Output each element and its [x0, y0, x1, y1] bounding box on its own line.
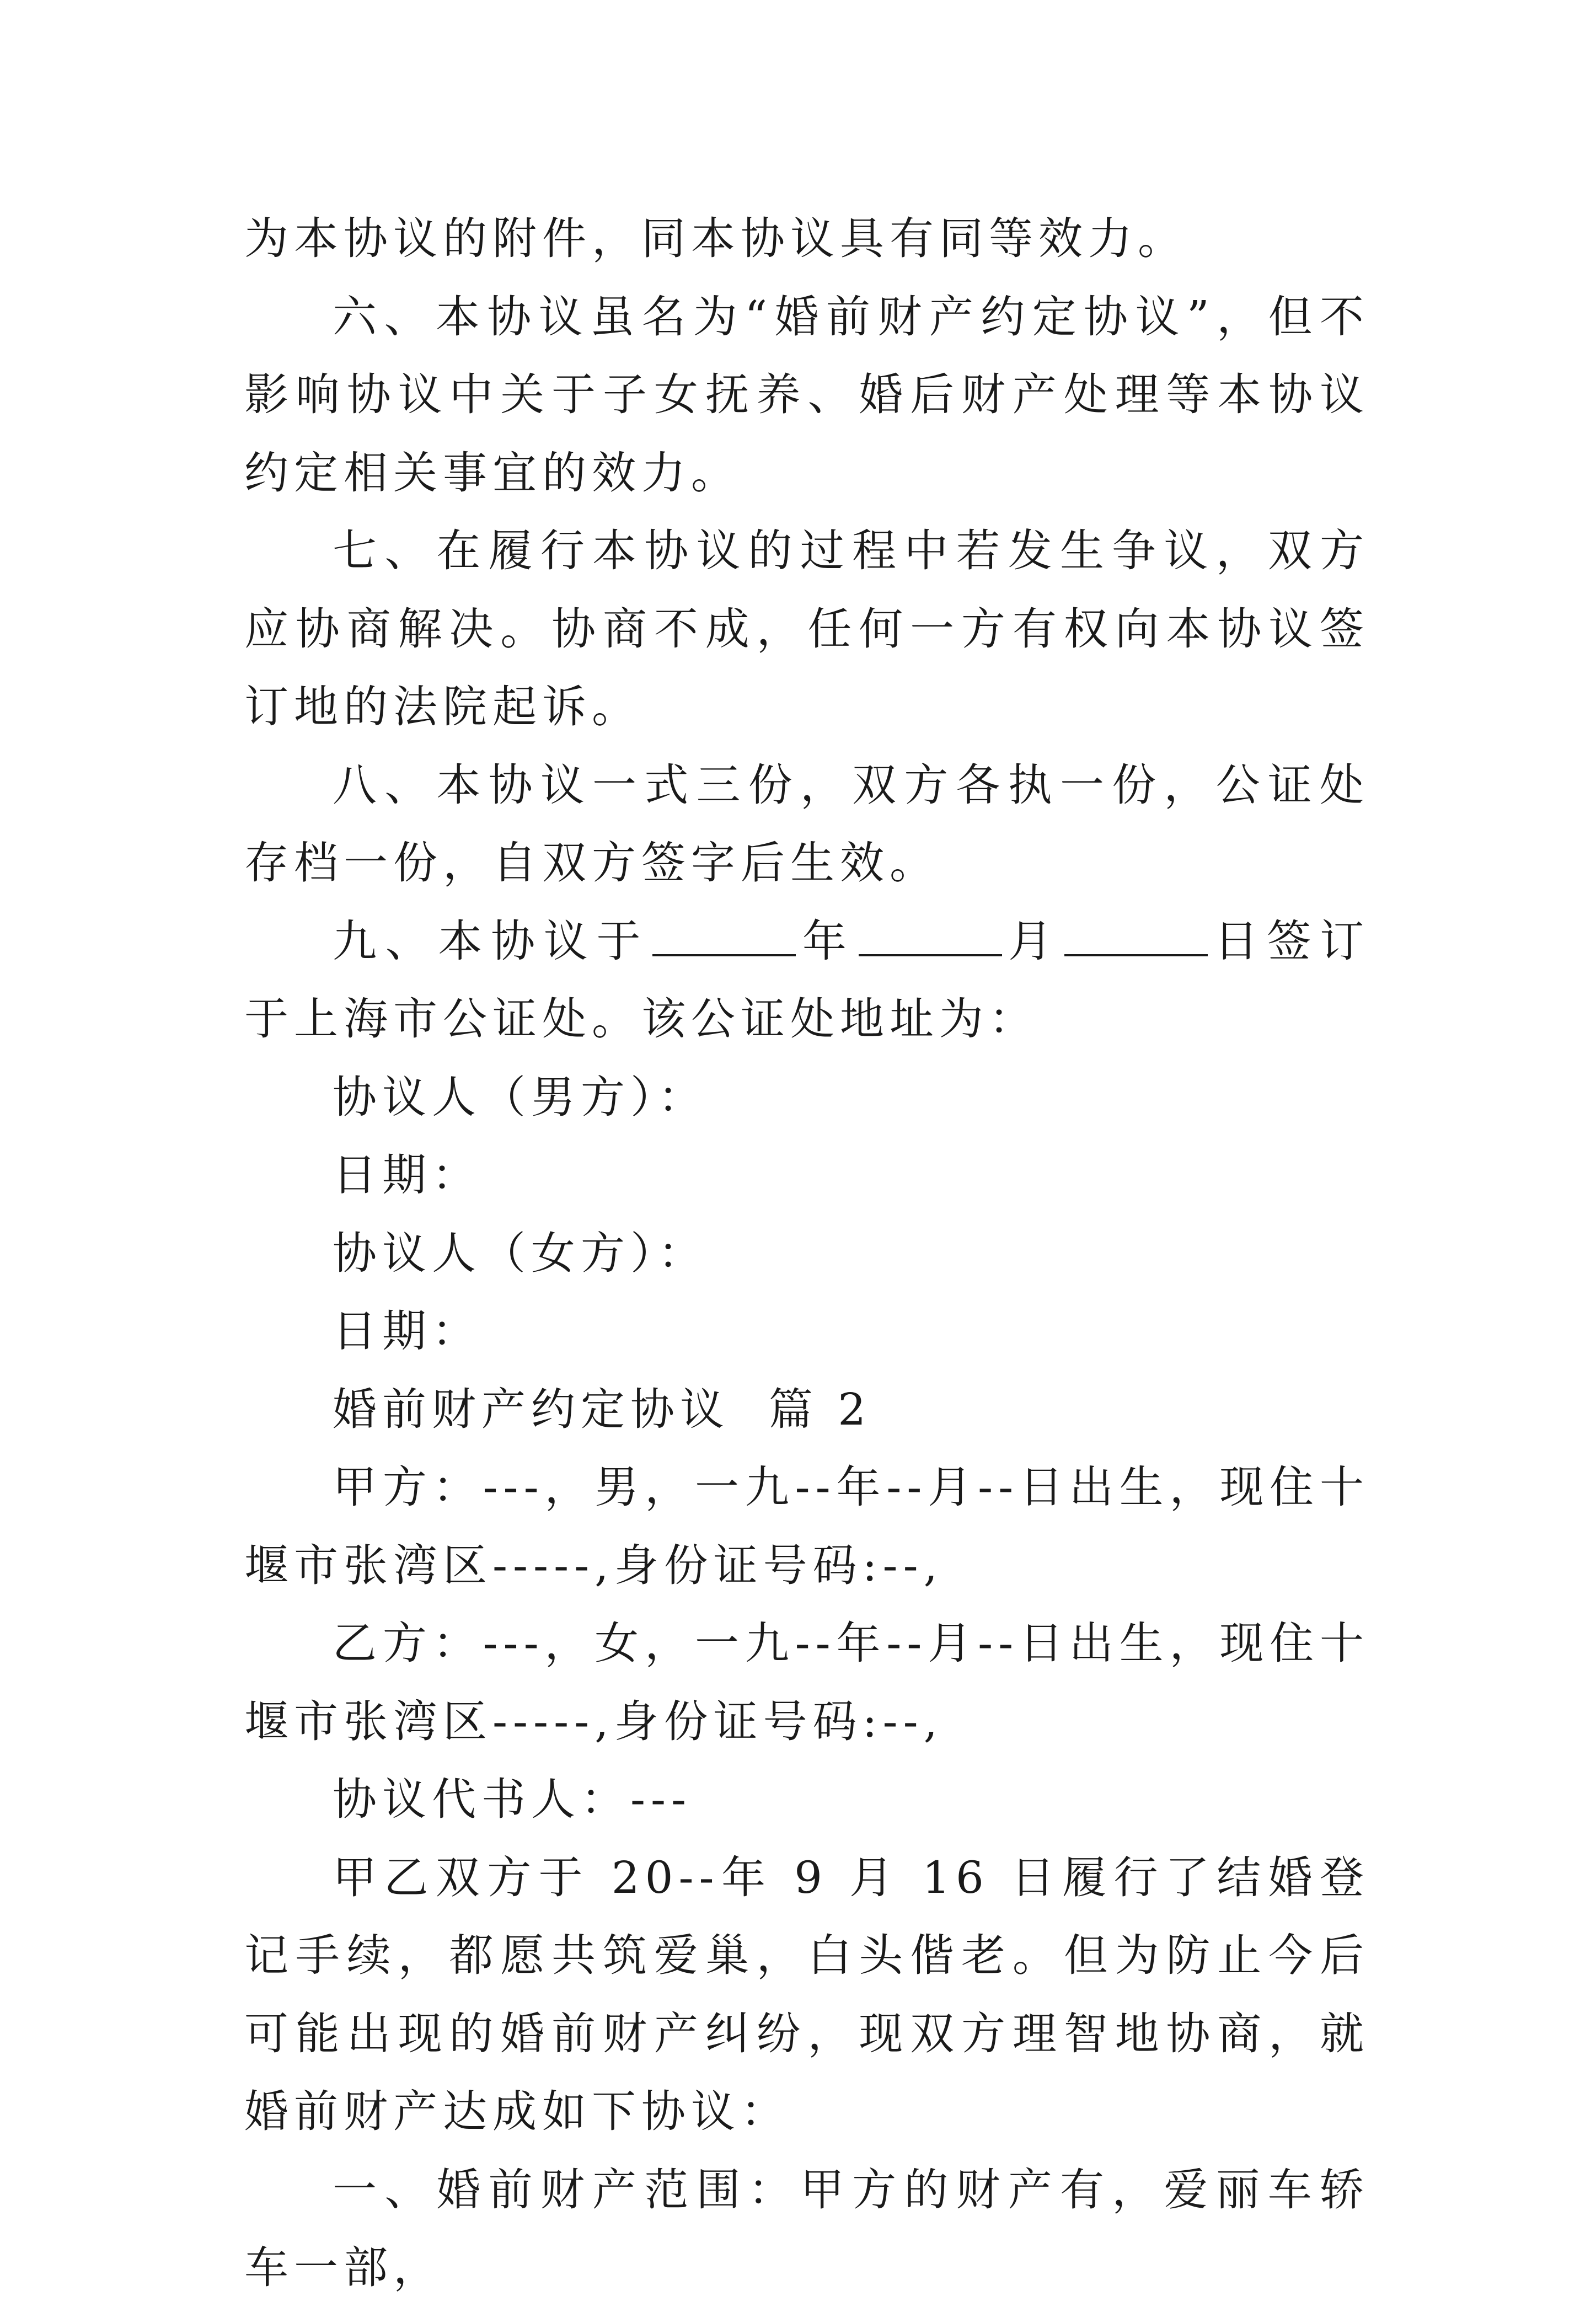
day-blank: [1064, 916, 1208, 956]
clause-8: 八、本协议一式三份，双方各执一份，公证处存档一份，自双方签字后生效。: [244, 759, 1369, 888]
month-label: 月: [1005, 915, 1061, 967]
year-blank: [652, 916, 796, 956]
section-title: 婚前财产约定协议 篇 2: [333, 1383, 872, 1435]
year-label: 年: [799, 915, 855, 967]
date-line-2: 日期：: [333, 1305, 481, 1357]
party-a: 甲方：---，男，一九--年--月--日出生，现住十堰市张湾区-----,身份证号码:--,: [244, 1462, 1369, 1591]
clause-6: 六、本协议虽名为“婚前财产约定协议”，但不影响协议中关于子女抚养、婚后财产处理等本协议约定相关事宜的效力。: [244, 291, 1369, 499]
signature-male: 协议人（男方）：: [333, 1071, 708, 1123]
date-line-1: 日期：: [333, 1149, 481, 1201]
party-b: 乙方：---，女，一九--年--月--日出生，现住十堰市张湾区-----,身份证号码:--,: [244, 1618, 1369, 1747]
document-body: [244, 200, 1369, 2307]
clause-7: 七、在履行本协议的过程中若发生争议，双方应协商解决。协商不成，任何一方有权向本协议签订地的法院起诉。: [244, 525, 1369, 732]
clause-9: [244, 902, 1369, 1058]
signature-female: 协议人（女方）：: [333, 1227, 708, 1279]
item-1: 一、婚前财产范围：甲方的财产有，爱丽车轿车一部，: [244, 2164, 1369, 2293]
intro-paragraph: 甲乙双方于 20--年 9 月 16 日履行了结婚登记手续，都愿共筑爱巢，白头偕老。但为防止今后可能出现的婚前财产纠纷，现双方理智地协商，就婚前财产达成如下协议：: [244, 1851, 1369, 2137]
clause-9-suffix: 日签订于上海市公证处。该公证处地址为：: [244, 915, 1370, 1045]
clause-9-prefix: 九、本协议于: [333, 915, 650, 967]
month-blank: [859, 916, 1002, 956]
paragraph-continuation: 为本协议的附件，同本协议具有同等效力。: [244, 213, 1187, 264]
agreement-agent: 协议代书人：---: [333, 1774, 692, 1825]
